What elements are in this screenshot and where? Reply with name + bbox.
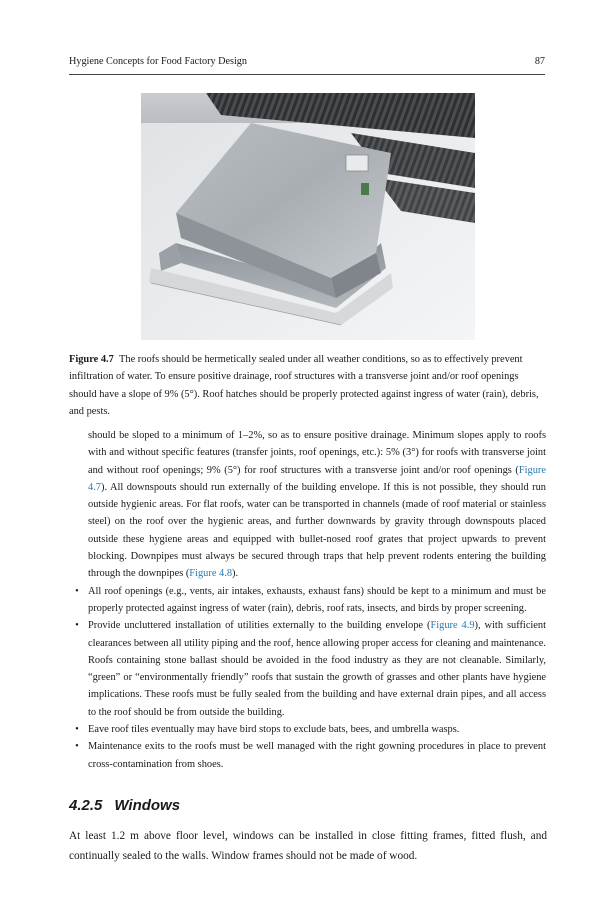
continuation-text-1: should be sloped to a minimum of 1–2%, so as to ensure positive drainage. Minimum slopes apply to roofs with and without specific features (transfer joints, roof openings, etc.): 5% (3°) for roofs with transverse joint and without roof openings; 9% (5°) for roof structures with a transverse joint and/or roof openings ( xyxy=(88,430,546,476)
list-item xyxy=(75,617,547,721)
figure-4-9-link[interactable]: Figure 4.9 xyxy=(430,620,475,632)
running-title: Hygiene Concepts for Food Factory Design xyxy=(69,56,247,67)
section-heading xyxy=(69,797,180,814)
bullet-marker: • xyxy=(75,620,79,632)
running-header xyxy=(69,56,545,67)
figure-4-7-link[interactable]: Figure 4.7 xyxy=(88,464,546,493)
section-paragraph xyxy=(69,826,547,866)
bullet-text: Provide uncluttered installation of utilities externally to the building envelope ( xyxy=(88,620,431,632)
bullet-marker: • xyxy=(75,585,79,597)
section-number: 4.2.5 xyxy=(69,797,103,814)
bullet-text: ), with sufficient clearances between all utility piping and the roof, hence allowing proper access for cleaning and maintenance. Roofs containing stone ballast should be avoided in the food industry as they are not cleanable. Similarly, “green” or “environmentally friendly” roofs that sustain the growth of grasses and other plants have hygiene implications. These roofs must be fully sealed from the building and have external drain pipes, and all access to the roof should be from outside the building. xyxy=(88,620,547,718)
continuation-text-2: ). All downspouts should run externally of the building envelope. If this is not possible, they should run outside hygienic areas. For flat roofs, water can be transported in channels (made of roof material or stainless steel) on the roof over the hygienic areas, and further downwards by gravity through downspouts placed outside these hygiene areas and equipped with bullet-nosed roof grates that project upwards to prevent blocking. Downpipes must always be secured through traps that help prevent rodents entering the building through the downpipes ( xyxy=(88,481,546,580)
bullet-marker: • xyxy=(75,724,79,736)
continuation-text-3: ). xyxy=(232,568,239,580)
bullet-list xyxy=(75,583,547,773)
bullet-text: All roof openings (e.g., vents, air intakes, exhausts, exhaust fans) should be kept to a minimum and must be properly protected against ingress of water (rain), debris, roof rats, insects, and birds by proper screening. xyxy=(88,585,546,614)
section-paragraph-text: At least 1.2 m above floor level, windows can be installed in close fitting frames, fitted flush, and continually sealed to the walls. Window frames should not be made of wood. xyxy=(69,830,547,862)
list-item xyxy=(75,721,546,738)
list-item xyxy=(75,583,546,618)
section-title: Windows xyxy=(114,797,181,814)
body-text xyxy=(75,427,547,773)
figure-4-8-link[interactable]: Figure 4.8 xyxy=(189,568,233,580)
bullet-text: Eave roof tiles eventually may have bird stops to exclude bats, bees, and umbrella wasps. xyxy=(88,724,460,736)
figure-label: Figure 4.7 xyxy=(69,354,114,365)
figure-caption xyxy=(69,351,547,421)
header-rule xyxy=(69,74,545,75)
list-item xyxy=(75,738,546,773)
page-number: 87 xyxy=(534,56,545,67)
roof-hatch-photo xyxy=(141,93,475,340)
bullet-marker: • xyxy=(75,741,79,753)
figure-caption-text: The roofs should be hermetically sealed under all weather conditions, so as to effectively prevent infiltration of water. To ensure positive drainage, roof structures with a transverse joint and/or roof openings should have a slope of 9% (5°). Roof hatches should be properly protected against ingress of water (rain), debris, and pests. xyxy=(69,354,539,418)
continuation-paragraph xyxy=(88,427,546,583)
bullet-text: Maintenance exits to the roofs must be well managed with the right gowning procedures in place to prevent cross-contamination from shoes. xyxy=(88,741,546,770)
